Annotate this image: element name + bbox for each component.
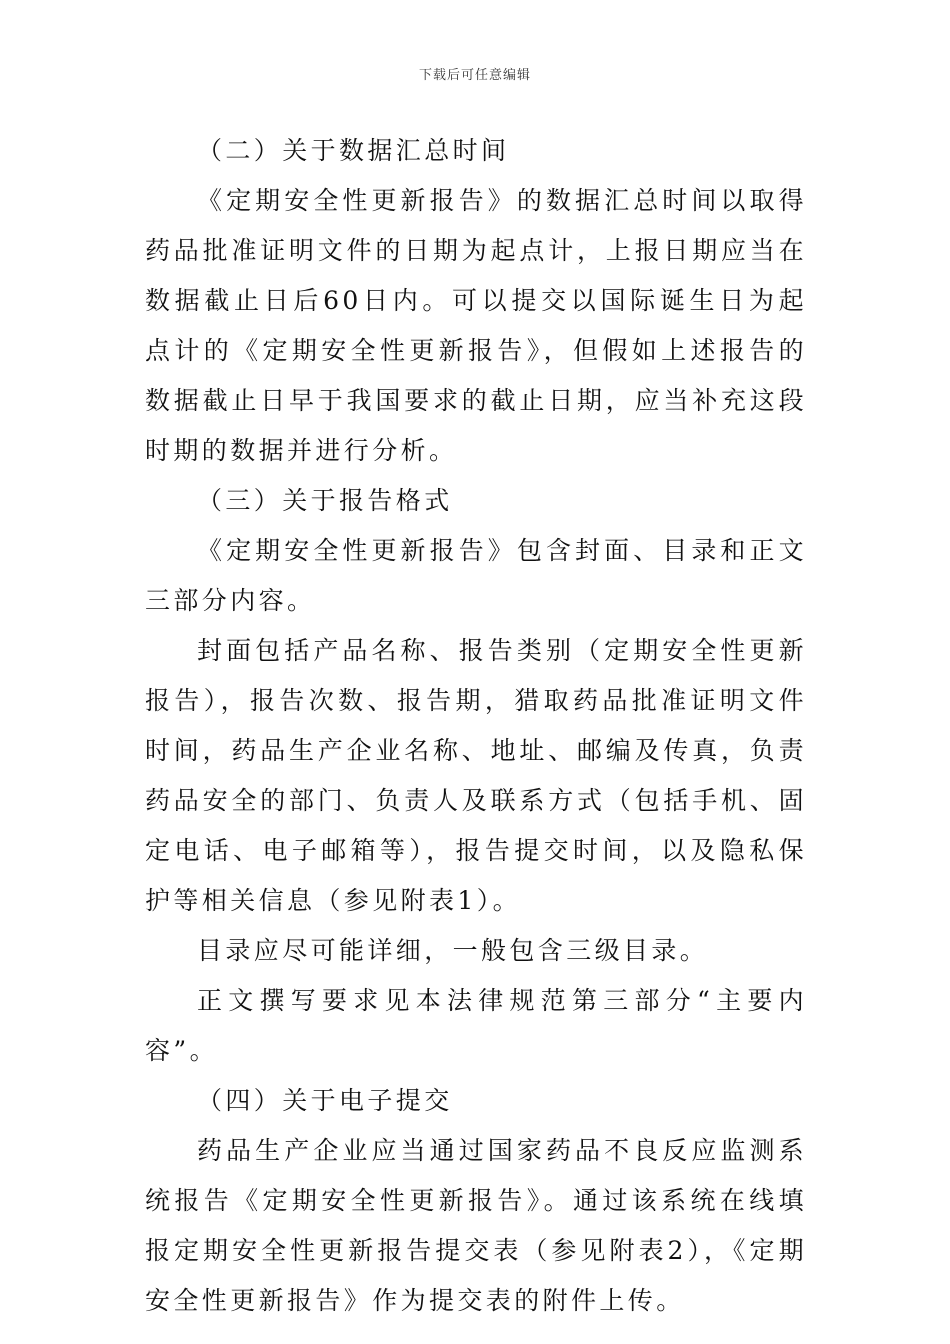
section-heading-data-summary-time: （二）关于数据汇总时间: [197, 136, 510, 165]
page-header-note: 下载后可任意编辑: [418, 68, 531, 83]
paragraph-table-of-contents: 目录应尽可能详细，一般包含三级目录。: [197, 936, 709, 965]
paragraph-report-parts: 《定期安全性更新报告》包含封面、目录和正文三部分内容。: [145, 536, 807, 615]
section-heading-report-format: （三）关于报告格式: [197, 486, 453, 515]
paragraph-electronic-submission: 药品生产企业应当通过国家药品不良反应监测系统报告《定期安全性更新报告》。通过该系统在线填报定期安全性更新报告提交表（参见附表2），《定期安全性更新报告》作为提交表的附件上传。: [145, 1136, 807, 1315]
paragraph-data-summary-time: 《定期安全性更新报告》的数据汇总时间以取得药品批准证明文件的日期为起点计，上报日期应当在数据截止日后60日内。可以提交以国际诞生日为起点计的《定期安全性更新报告》，但假如上述报告的数据截止日早于我国要求的截止日期，应当补充这段时期的数据并进行分析。: [145, 186, 807, 465]
section-heading-electronic-submission: （四）关于电子提交: [197, 1086, 453, 1115]
document-body: [145, 126, 807, 1326]
paragraph-main-text: 正文撰写要求见本法律规范第三部分“主要内容”。: [145, 986, 807, 1065]
paragraph-cover-contents: 封面包括产品名称、报告类别（定期安全性更新报告），报告次数、报告期，猎取药品批准证明文件时间，药品生产企业名称、地址、邮编及传真，负责药品安全的部门、负责人及联系方式（包括手机、固定电话、电子邮箱等），报告提交时间，以及隐私保护等相关信息（参见附表1）。: [145, 636, 807, 915]
